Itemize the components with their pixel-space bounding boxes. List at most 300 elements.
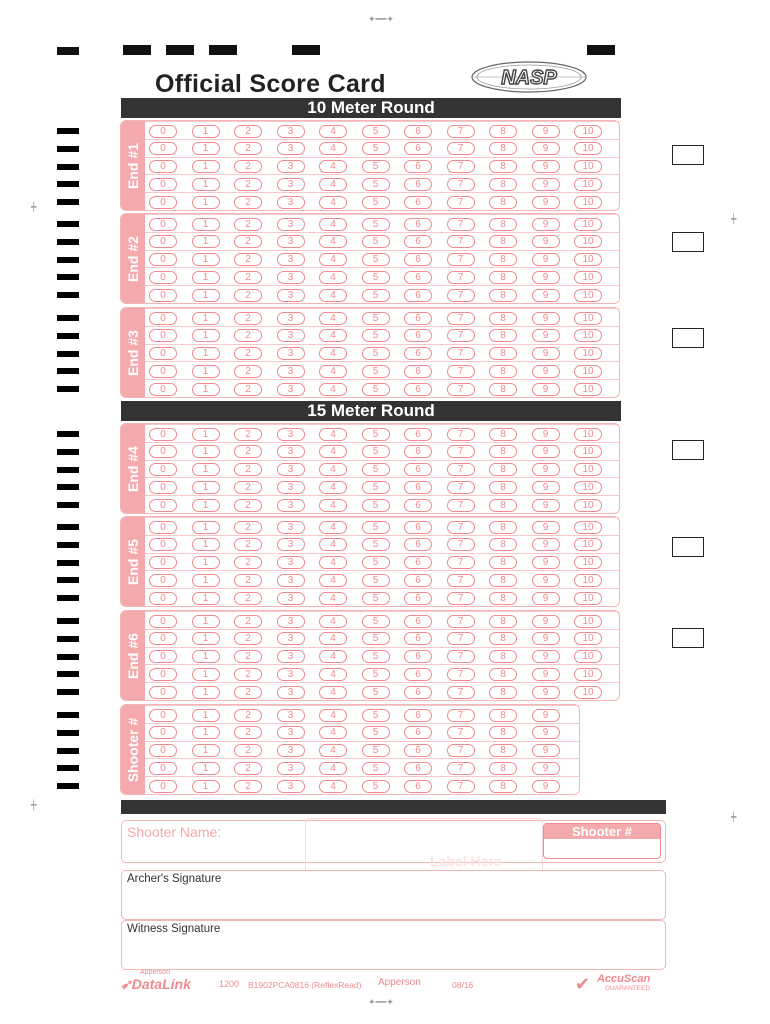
score-bubble[interactable]: 6 [404, 445, 432, 458]
score-bubble[interactable]: 10 [574, 178, 602, 191]
score-bubble[interactable]: 5 [362, 481, 390, 494]
score-bubble[interactable]: 2 [234, 235, 262, 248]
score-bubble[interactable]: 8 [489, 744, 517, 757]
score-bubble[interactable]: 8 [489, 650, 517, 663]
score-bubble[interactable]: 0 [149, 668, 177, 681]
score-bubble[interactable]: 4 [319, 481, 347, 494]
score-bubble[interactable]: 10 [574, 271, 602, 284]
score-bubble[interactable]: 4 [319, 445, 347, 458]
score-bubble[interactable]: 9 [532, 780, 560, 793]
score-bubble[interactable]: 5 [362, 744, 390, 757]
score-bubble[interactable]: 9 [532, 538, 560, 551]
score-bubble[interactable]: 3 [277, 196, 305, 209]
score-bubble[interactable]: 5 [362, 592, 390, 605]
score-bubble[interactable]: 2 [234, 481, 262, 494]
score-bubble[interactable]: 2 [234, 125, 262, 138]
score-bubble[interactable]: 9 [532, 142, 560, 155]
score-bubble[interactable]: 0 [149, 780, 177, 793]
score-bubble[interactable]: 9 [532, 428, 560, 441]
score-bubble[interactable]: 3 [277, 556, 305, 569]
score-bubble[interactable]: 3 [277, 347, 305, 360]
score-bubble[interactable]: 9 [532, 481, 560, 494]
end-total-box[interactable] [672, 440, 704, 460]
score-bubble[interactable]: 2 [234, 463, 262, 476]
score-bubble[interactable]: 5 [362, 463, 390, 476]
score-bubble[interactable]: 6 [404, 556, 432, 569]
archer-signature-field[interactable] [121, 870, 666, 920]
score-bubble[interactable]: 9 [532, 160, 560, 173]
score-bubble[interactable]: 4 [319, 160, 347, 173]
score-bubble[interactable]: 5 [362, 289, 390, 302]
score-bubble[interactable]: 2 [234, 160, 262, 173]
score-bubble[interactable]: 9 [532, 762, 560, 775]
score-bubble[interactable]: 7 [447, 312, 475, 325]
score-bubble[interactable]: 3 [277, 709, 305, 722]
score-bubble[interactable]: 7 [447, 556, 475, 569]
score-bubble[interactable]: 7 [447, 668, 475, 681]
score-bubble[interactable]: 9 [532, 615, 560, 628]
score-bubble[interactable]: 3 [277, 762, 305, 775]
score-bubble[interactable]: 1 [192, 142, 220, 155]
score-bubble[interactable]: 2 [234, 428, 262, 441]
score-bubble[interactable]: 7 [447, 347, 475, 360]
witness-signature-field[interactable] [121, 920, 666, 970]
score-bubble[interactable]: 8 [489, 686, 517, 699]
score-bubble[interactable]: 4 [319, 196, 347, 209]
score-bubble[interactable]: 6 [404, 235, 432, 248]
score-bubble[interactable]: 2 [234, 668, 262, 681]
score-bubble[interactable]: 6 [404, 347, 432, 360]
score-bubble[interactable]: 8 [489, 592, 517, 605]
score-bubble[interactable]: 4 [319, 726, 347, 739]
score-bubble[interactable]: 7 [447, 160, 475, 173]
score-bubble[interactable]: 2 [234, 574, 262, 587]
score-bubble[interactable]: 3 [277, 428, 305, 441]
score-bubble[interactable]: 3 [277, 218, 305, 231]
score-bubble[interactable]: 5 [362, 235, 390, 248]
score-bubble[interactable]: 6 [404, 709, 432, 722]
score-bubble[interactable]: 3 [277, 686, 305, 699]
score-bubble[interactable]: 10 [574, 632, 602, 645]
score-bubble[interactable]: 7 [447, 178, 475, 191]
score-bubble[interactable]: 10 [574, 312, 602, 325]
score-bubble[interactable]: 6 [404, 762, 432, 775]
score-bubble[interactable]: 1 [192, 650, 220, 663]
score-bubble[interactable]: 3 [277, 178, 305, 191]
score-bubble[interactable]: 0 [149, 615, 177, 628]
score-bubble[interactable]: 3 [277, 289, 305, 302]
score-bubble[interactable]: 5 [362, 218, 390, 231]
score-bubble[interactable]: 9 [532, 178, 560, 191]
score-bubble[interactable]: 7 [447, 463, 475, 476]
score-bubble[interactable]: 0 [149, 445, 177, 458]
score-bubble[interactable]: 7 [447, 428, 475, 441]
score-bubble[interactable]: 0 [149, 253, 177, 266]
score-bubble[interactable]: 5 [362, 780, 390, 793]
score-bubble[interactable]: 3 [277, 312, 305, 325]
score-bubble[interactable]: 4 [319, 329, 347, 342]
score-bubble[interactable]: 4 [319, 289, 347, 302]
score-bubble[interactable]: 6 [404, 289, 432, 302]
score-bubble[interactable]: 7 [447, 235, 475, 248]
score-bubble[interactable]: 10 [574, 235, 602, 248]
score-bubble[interactable]: 0 [149, 347, 177, 360]
score-bubble[interactable]: 6 [404, 463, 432, 476]
score-bubble[interactable]: 2 [234, 271, 262, 284]
score-bubble[interactable]: 2 [234, 686, 262, 699]
score-bubble[interactable]: 6 [404, 196, 432, 209]
score-bubble[interactable]: 5 [362, 615, 390, 628]
score-bubble[interactable]: 2 [234, 289, 262, 302]
score-bubble[interactable]: 9 [532, 347, 560, 360]
score-bubble[interactable]: 6 [404, 744, 432, 757]
score-bubble[interactable]: 5 [362, 428, 390, 441]
score-bubble[interactable]: 10 [574, 538, 602, 551]
score-bubble[interactable]: 9 [532, 592, 560, 605]
score-bubble[interactable]: 8 [489, 196, 517, 209]
score-bubble[interactable]: 9 [532, 365, 560, 378]
score-bubble[interactable]: 4 [319, 538, 347, 551]
score-bubble[interactable]: 7 [447, 521, 475, 534]
score-bubble[interactable]: 4 [319, 347, 347, 360]
score-bubble[interactable]: 5 [362, 499, 390, 512]
end-total-box[interactable] [672, 328, 704, 348]
score-bubble[interactable]: 0 [149, 289, 177, 302]
score-bubble[interactable]: 0 [149, 499, 177, 512]
score-bubble[interactable]: 2 [234, 556, 262, 569]
score-bubble[interactable]: 4 [319, 463, 347, 476]
end-total-box[interactable] [672, 628, 704, 648]
score-bubble[interactable]: 4 [319, 686, 347, 699]
score-bubble[interactable]: 9 [532, 383, 560, 396]
score-bubble[interactable]: 7 [447, 574, 475, 587]
score-bubble[interactable]: 3 [277, 499, 305, 512]
score-bubble[interactable]: 9 [532, 650, 560, 663]
score-bubble[interactable]: 7 [447, 709, 475, 722]
score-bubble[interactable]: 6 [404, 329, 432, 342]
score-bubble[interactable]: 8 [489, 481, 517, 494]
score-bubble[interactable]: 2 [234, 499, 262, 512]
score-bubble[interactable]: 7 [447, 538, 475, 551]
score-bubble[interactable]: 4 [319, 428, 347, 441]
score-bubble[interactable]: 9 [532, 218, 560, 231]
score-bubble[interactable]: 5 [362, 365, 390, 378]
score-bubble[interactable]: 4 [319, 762, 347, 775]
score-bubble[interactable]: 10 [574, 499, 602, 512]
score-bubble[interactable]: 9 [532, 574, 560, 587]
score-bubble[interactable]: 1 [192, 499, 220, 512]
score-bubble[interactable]: 10 [574, 650, 602, 663]
score-bubble[interactable]: 6 [404, 178, 432, 191]
score-bubble[interactable]: 1 [192, 383, 220, 396]
score-bubble[interactable]: 9 [532, 744, 560, 757]
score-bubble[interactable]: 10 [574, 428, 602, 441]
score-bubble[interactable]: 6 [404, 780, 432, 793]
score-bubble[interactable]: 0 [149, 521, 177, 534]
score-bubble[interactable]: 9 [532, 445, 560, 458]
score-bubble[interactable]: 0 [149, 365, 177, 378]
score-bubble[interactable]: 1 [192, 235, 220, 248]
score-bubble[interactable]: 10 [574, 463, 602, 476]
score-bubble[interactable]: 0 [149, 125, 177, 138]
score-bubble[interactable]: 6 [404, 271, 432, 284]
score-bubble[interactable]: 0 [149, 686, 177, 699]
score-bubble[interactable]: 6 [404, 142, 432, 155]
score-bubble[interactable]: 1 [192, 160, 220, 173]
score-bubble[interactable]: 3 [277, 160, 305, 173]
score-bubble[interactable]: 8 [489, 160, 517, 173]
end-total-box[interactable] [672, 537, 704, 557]
score-bubble[interactable]: 5 [362, 709, 390, 722]
score-bubble[interactable]: 7 [447, 686, 475, 699]
score-bubble[interactable]: 6 [404, 481, 432, 494]
score-bubble[interactable]: 9 [532, 726, 560, 739]
score-bubble[interactable]: 10 [574, 329, 602, 342]
score-bubble[interactable]: 7 [447, 726, 475, 739]
score-bubble[interactable]: 0 [149, 178, 177, 191]
shooter-number-field[interactable] [543, 823, 661, 859]
score-bubble[interactable]: 2 [234, 744, 262, 757]
score-bubble[interactable]: 5 [362, 125, 390, 138]
score-bubble[interactable]: 7 [447, 780, 475, 793]
score-bubble[interactable]: 8 [489, 668, 517, 681]
score-bubble[interactable]: 9 [532, 289, 560, 302]
score-bubble[interactable]: 10 [574, 142, 602, 155]
score-bubble[interactable]: 9 [532, 196, 560, 209]
score-bubble[interactable]: 2 [234, 347, 262, 360]
score-bubble[interactable]: 1 [192, 289, 220, 302]
score-bubble[interactable]: 10 [574, 574, 602, 587]
score-bubble[interactable]: 2 [234, 709, 262, 722]
score-bubble[interactable]: 3 [277, 574, 305, 587]
score-bubble[interactable]: 0 [149, 235, 177, 248]
score-bubble[interactable]: 5 [362, 196, 390, 209]
score-bubble[interactable]: 5 [362, 383, 390, 396]
score-bubble[interactable]: 2 [234, 521, 262, 534]
score-bubble[interactable]: 1 [192, 668, 220, 681]
score-bubble[interactable]: 5 [362, 312, 390, 325]
score-bubble[interactable]: 6 [404, 383, 432, 396]
score-bubble[interactable]: 9 [532, 235, 560, 248]
score-bubble[interactable]: 1 [192, 574, 220, 587]
score-bubble[interactable]: 10 [574, 481, 602, 494]
score-bubble[interactable]: 9 [532, 668, 560, 681]
score-bubble[interactable]: 0 [149, 574, 177, 587]
score-bubble[interactable]: 1 [192, 615, 220, 628]
score-bubble[interactable]: 1 [192, 347, 220, 360]
score-bubble[interactable]: 4 [319, 499, 347, 512]
score-bubble[interactable]: 8 [489, 271, 517, 284]
score-bubble[interactable]: 2 [234, 726, 262, 739]
score-bubble[interactable]: 10 [574, 289, 602, 302]
score-bubble[interactable]: 7 [447, 499, 475, 512]
score-bubble[interactable]: 6 [404, 499, 432, 512]
end-total-box[interactable] [672, 232, 704, 252]
score-bubble[interactable]: 3 [277, 481, 305, 494]
score-bubble[interactable]: 5 [362, 347, 390, 360]
score-bubble[interactable]: 4 [319, 744, 347, 757]
score-bubble[interactable]: 4 [319, 556, 347, 569]
score-bubble[interactable]: 8 [489, 289, 517, 302]
score-bubble[interactable]: 7 [447, 592, 475, 605]
score-bubble[interactable]: 10 [574, 592, 602, 605]
score-bubble[interactable]: 1 [192, 365, 220, 378]
score-bubble[interactable]: 7 [447, 650, 475, 663]
score-bubble[interactable]: 1 [192, 196, 220, 209]
score-bubble[interactable]: 3 [277, 632, 305, 645]
score-bubble[interactable]: 10 [574, 556, 602, 569]
score-bubble[interactable]: 3 [277, 125, 305, 138]
score-bubble[interactable]: 6 [404, 312, 432, 325]
score-bubble[interactable]: 8 [489, 235, 517, 248]
score-bubble[interactable]: 3 [277, 780, 305, 793]
score-bubble[interactable]: 2 [234, 445, 262, 458]
score-bubble[interactable]: 7 [447, 481, 475, 494]
score-bubble[interactable]: 9 [532, 271, 560, 284]
score-bubble[interactable]: 4 [319, 253, 347, 266]
score-bubble[interactable]: 0 [149, 160, 177, 173]
score-bubble[interactable]: 7 [447, 615, 475, 628]
score-bubble[interactable]: 6 [404, 650, 432, 663]
score-bubble[interactable]: 3 [277, 142, 305, 155]
score-bubble[interactable]: 8 [489, 726, 517, 739]
score-bubble[interactable]: 10 [574, 196, 602, 209]
score-bubble[interactable]: 9 [532, 463, 560, 476]
score-bubble[interactable]: 3 [277, 726, 305, 739]
score-bubble[interactable]: 8 [489, 463, 517, 476]
score-bubble[interactable]: 3 [277, 383, 305, 396]
score-bubble[interactable]: 6 [404, 668, 432, 681]
score-bubble[interactable]: 5 [362, 726, 390, 739]
score-bubble[interactable]: 1 [192, 709, 220, 722]
score-bubble[interactable]: 2 [234, 592, 262, 605]
score-bubble[interactable]: 8 [489, 499, 517, 512]
score-bubble[interactable]: 4 [319, 668, 347, 681]
score-bubble[interactable]: 3 [277, 445, 305, 458]
score-bubble[interactable]: 3 [277, 271, 305, 284]
score-bubble[interactable]: 7 [447, 762, 475, 775]
score-bubble[interactable]: 5 [362, 686, 390, 699]
score-bubble[interactable]: 4 [319, 521, 347, 534]
score-bubble[interactable]: 5 [362, 668, 390, 681]
score-bubble[interactable]: 8 [489, 312, 517, 325]
score-bubble[interactable]: 7 [447, 196, 475, 209]
score-bubble[interactable]: 6 [404, 592, 432, 605]
score-bubble[interactable]: 5 [362, 574, 390, 587]
score-bubble[interactable]: 1 [192, 312, 220, 325]
score-bubble[interactable]: 0 [149, 632, 177, 645]
score-bubble[interactable]: 1 [192, 780, 220, 793]
score-bubble[interactable]: 1 [192, 329, 220, 342]
score-bubble[interactable]: 9 [532, 686, 560, 699]
score-bubble[interactable]: 7 [447, 383, 475, 396]
score-bubble[interactable]: 1 [192, 592, 220, 605]
score-bubble[interactable]: 4 [319, 574, 347, 587]
score-bubble[interactable]: 2 [234, 615, 262, 628]
score-bubble[interactable]: 2 [234, 218, 262, 231]
score-bubble[interactable]: 7 [447, 125, 475, 138]
score-bubble[interactable]: 5 [362, 160, 390, 173]
score-bubble[interactable]: 6 [404, 686, 432, 699]
score-bubble[interactable]: 8 [489, 329, 517, 342]
score-bubble[interactable]: 2 [234, 762, 262, 775]
score-bubble[interactable]: 7 [447, 218, 475, 231]
score-bubble[interactable]: 3 [277, 592, 305, 605]
score-bubble[interactable]: 1 [192, 686, 220, 699]
score-bubble[interactable]: 5 [362, 632, 390, 645]
score-bubble[interactable]: 10 [574, 218, 602, 231]
score-bubble[interactable]: 3 [277, 365, 305, 378]
score-bubble[interactable]: 0 [149, 762, 177, 775]
score-bubble[interactable]: 0 [149, 329, 177, 342]
score-bubble[interactable]: 8 [489, 383, 517, 396]
score-bubble[interactable]: 8 [489, 365, 517, 378]
score-bubble[interactable]: 3 [277, 463, 305, 476]
score-bubble[interactable]: 1 [192, 632, 220, 645]
score-bubble[interactable]: 9 [532, 329, 560, 342]
score-bubble[interactable]: 10 [574, 521, 602, 534]
score-bubble[interactable]: 5 [362, 142, 390, 155]
score-bubble[interactable]: 4 [319, 271, 347, 284]
score-bubble[interactable]: 4 [319, 218, 347, 231]
score-bubble[interactable]: 1 [192, 538, 220, 551]
score-bubble[interactable]: 0 [149, 463, 177, 476]
score-bubble[interactable]: 8 [489, 218, 517, 231]
score-bubble[interactable]: 5 [362, 178, 390, 191]
score-bubble[interactable]: 2 [234, 538, 262, 551]
score-bubble[interactable]: 5 [362, 556, 390, 569]
score-bubble[interactable]: 1 [192, 445, 220, 458]
score-bubble[interactable]: 0 [149, 312, 177, 325]
score-bubble[interactable]: 1 [192, 744, 220, 757]
score-bubble[interactable]: 6 [404, 726, 432, 739]
score-bubble[interactable]: 0 [149, 218, 177, 231]
score-bubble[interactable]: 7 [447, 329, 475, 342]
score-bubble[interactable]: 1 [192, 556, 220, 569]
score-bubble[interactable]: 6 [404, 615, 432, 628]
score-bubble[interactable]: 10 [574, 383, 602, 396]
score-bubble[interactable]: 4 [319, 709, 347, 722]
score-bubble[interactable]: 8 [489, 615, 517, 628]
score-bubble[interactable]: 7 [447, 253, 475, 266]
score-bubble[interactable]: 4 [319, 615, 347, 628]
score-bubble[interactable]: 4 [319, 365, 347, 378]
score-bubble[interactable]: 1 [192, 125, 220, 138]
score-bubble[interactable]: 9 [532, 312, 560, 325]
score-bubble[interactable]: 2 [234, 178, 262, 191]
score-bubble[interactable]: 6 [404, 253, 432, 266]
score-bubble[interactable]: 3 [277, 521, 305, 534]
score-bubble[interactable]: 10 [574, 253, 602, 266]
score-bubble[interactable]: 2 [234, 312, 262, 325]
score-bubble[interactable]: 0 [149, 271, 177, 284]
score-bubble[interactable]: 8 [489, 142, 517, 155]
score-bubble[interactable]: 7 [447, 632, 475, 645]
score-bubble[interactable]: 5 [362, 329, 390, 342]
score-bubble[interactable]: 2 [234, 383, 262, 396]
score-bubble[interactable]: 2 [234, 142, 262, 155]
score-bubble[interactable]: 3 [277, 615, 305, 628]
score-bubble[interactable]: 1 [192, 178, 220, 191]
score-bubble[interactable]: 3 [277, 329, 305, 342]
score-bubble[interactable]: 8 [489, 538, 517, 551]
score-bubble[interactable]: 4 [319, 142, 347, 155]
score-bubble[interactable]: 2 [234, 365, 262, 378]
score-bubble[interactable]: 8 [489, 125, 517, 138]
score-bubble[interactable]: 8 [489, 178, 517, 191]
score-bubble[interactable]: 4 [319, 235, 347, 248]
score-bubble[interactable]: 1 [192, 521, 220, 534]
